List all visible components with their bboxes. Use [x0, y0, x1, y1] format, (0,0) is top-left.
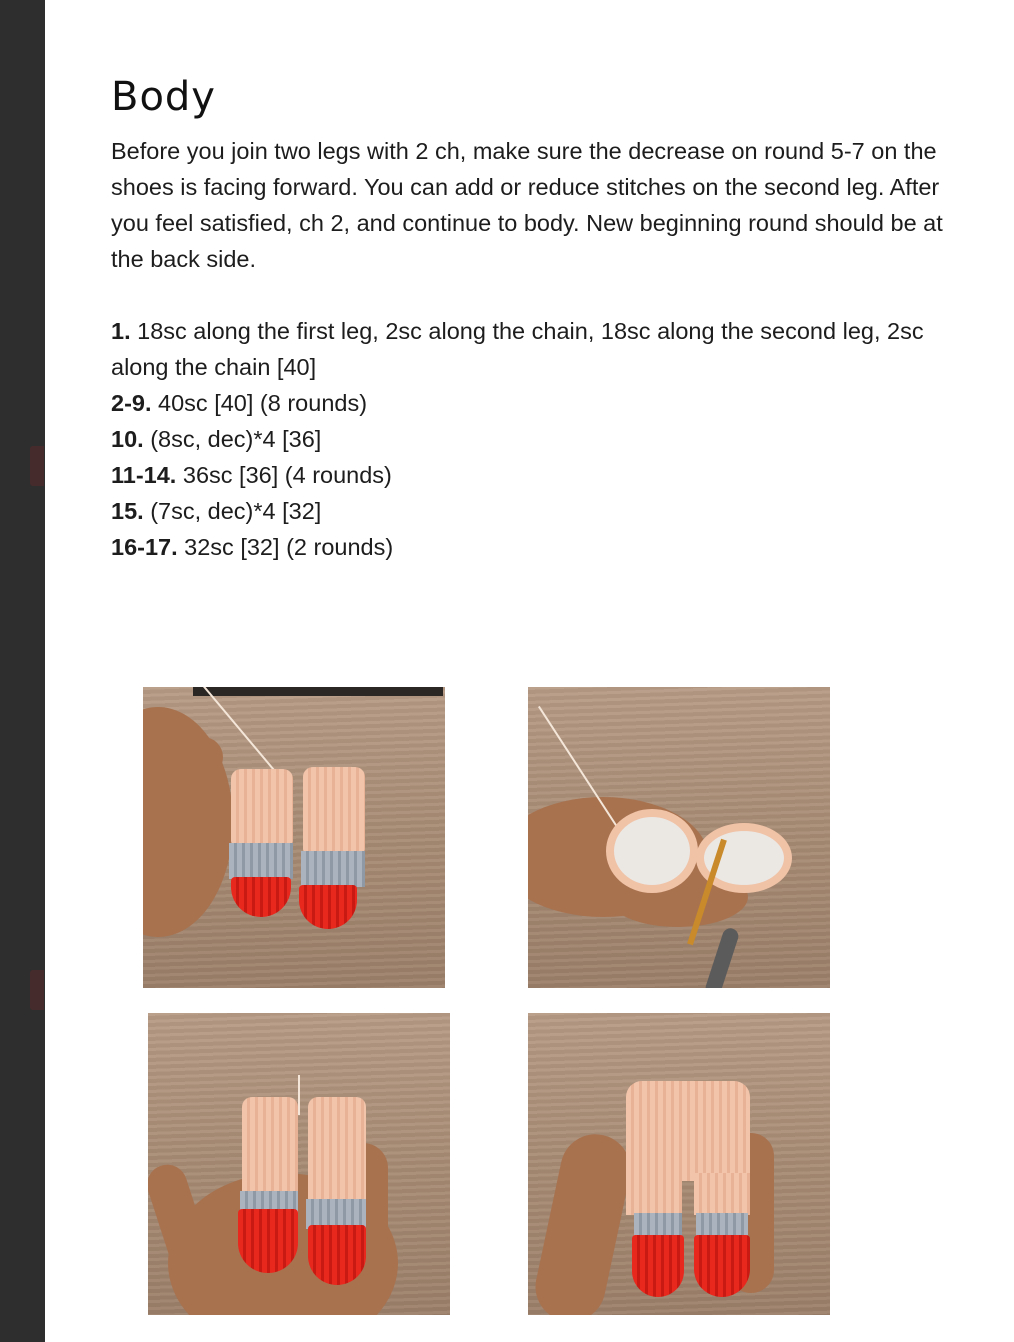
round-text: 18sc along the first leg, 2sc along the chain, 18sc along the second leg, 2sc along the chain [40] — [111, 318, 924, 380]
round-number: 2-9. — [111, 390, 152, 416]
round-item — [111, 529, 981, 565]
round-text: 36sc [36] (4 rounds) — [176, 462, 392, 488]
sidebar-tab[interactable] — [30, 970, 44, 1010]
round-text: (8sc, dec)*4 [36] — [143, 426, 322, 452]
round-item — [111, 421, 981, 457]
round-item — [111, 313, 981, 385]
document-page — [45, 0, 1014, 1342]
round-number: 11-14. — [111, 462, 177, 488]
round-item — [111, 385, 981, 421]
photo-joining-chain — [528, 687, 830, 988]
round-text: (7sc, dec)*4 [32] — [143, 498, 322, 524]
intro-paragraph: Before you join two legs with 2 ch, make sure the decrease on round 5-7 on the shoes is facing forward. You can add or reduce stitches on the second leg. After you feel satisfied, ch 2, and continue to body. New beginning round should be at the back side. — [111, 138, 943, 272]
viewer-sidebar — [0, 0, 45, 1342]
photo-joined-body — [528, 1013, 830, 1315]
round-number: 1. — [111, 318, 131, 344]
sidebar-tab[interactable] — [30, 446, 44, 486]
round-number: 16-17. — [111, 534, 178, 560]
round-item — [111, 457, 981, 493]
round-item — [111, 493, 981, 529]
section-title: Body — [111, 74, 216, 120]
photo-legs-side-by-side — [148, 1013, 450, 1315]
photo-two-legs-held — [143, 687, 445, 988]
round-number: 10. — [111, 426, 144, 452]
round-number: 15. — [111, 498, 144, 524]
round-text: 32sc [32] (2 rounds) — [177, 534, 394, 560]
round-text: 40sc [40] (8 rounds) — [151, 390, 368, 416]
round-instructions — [111, 313, 981, 565]
